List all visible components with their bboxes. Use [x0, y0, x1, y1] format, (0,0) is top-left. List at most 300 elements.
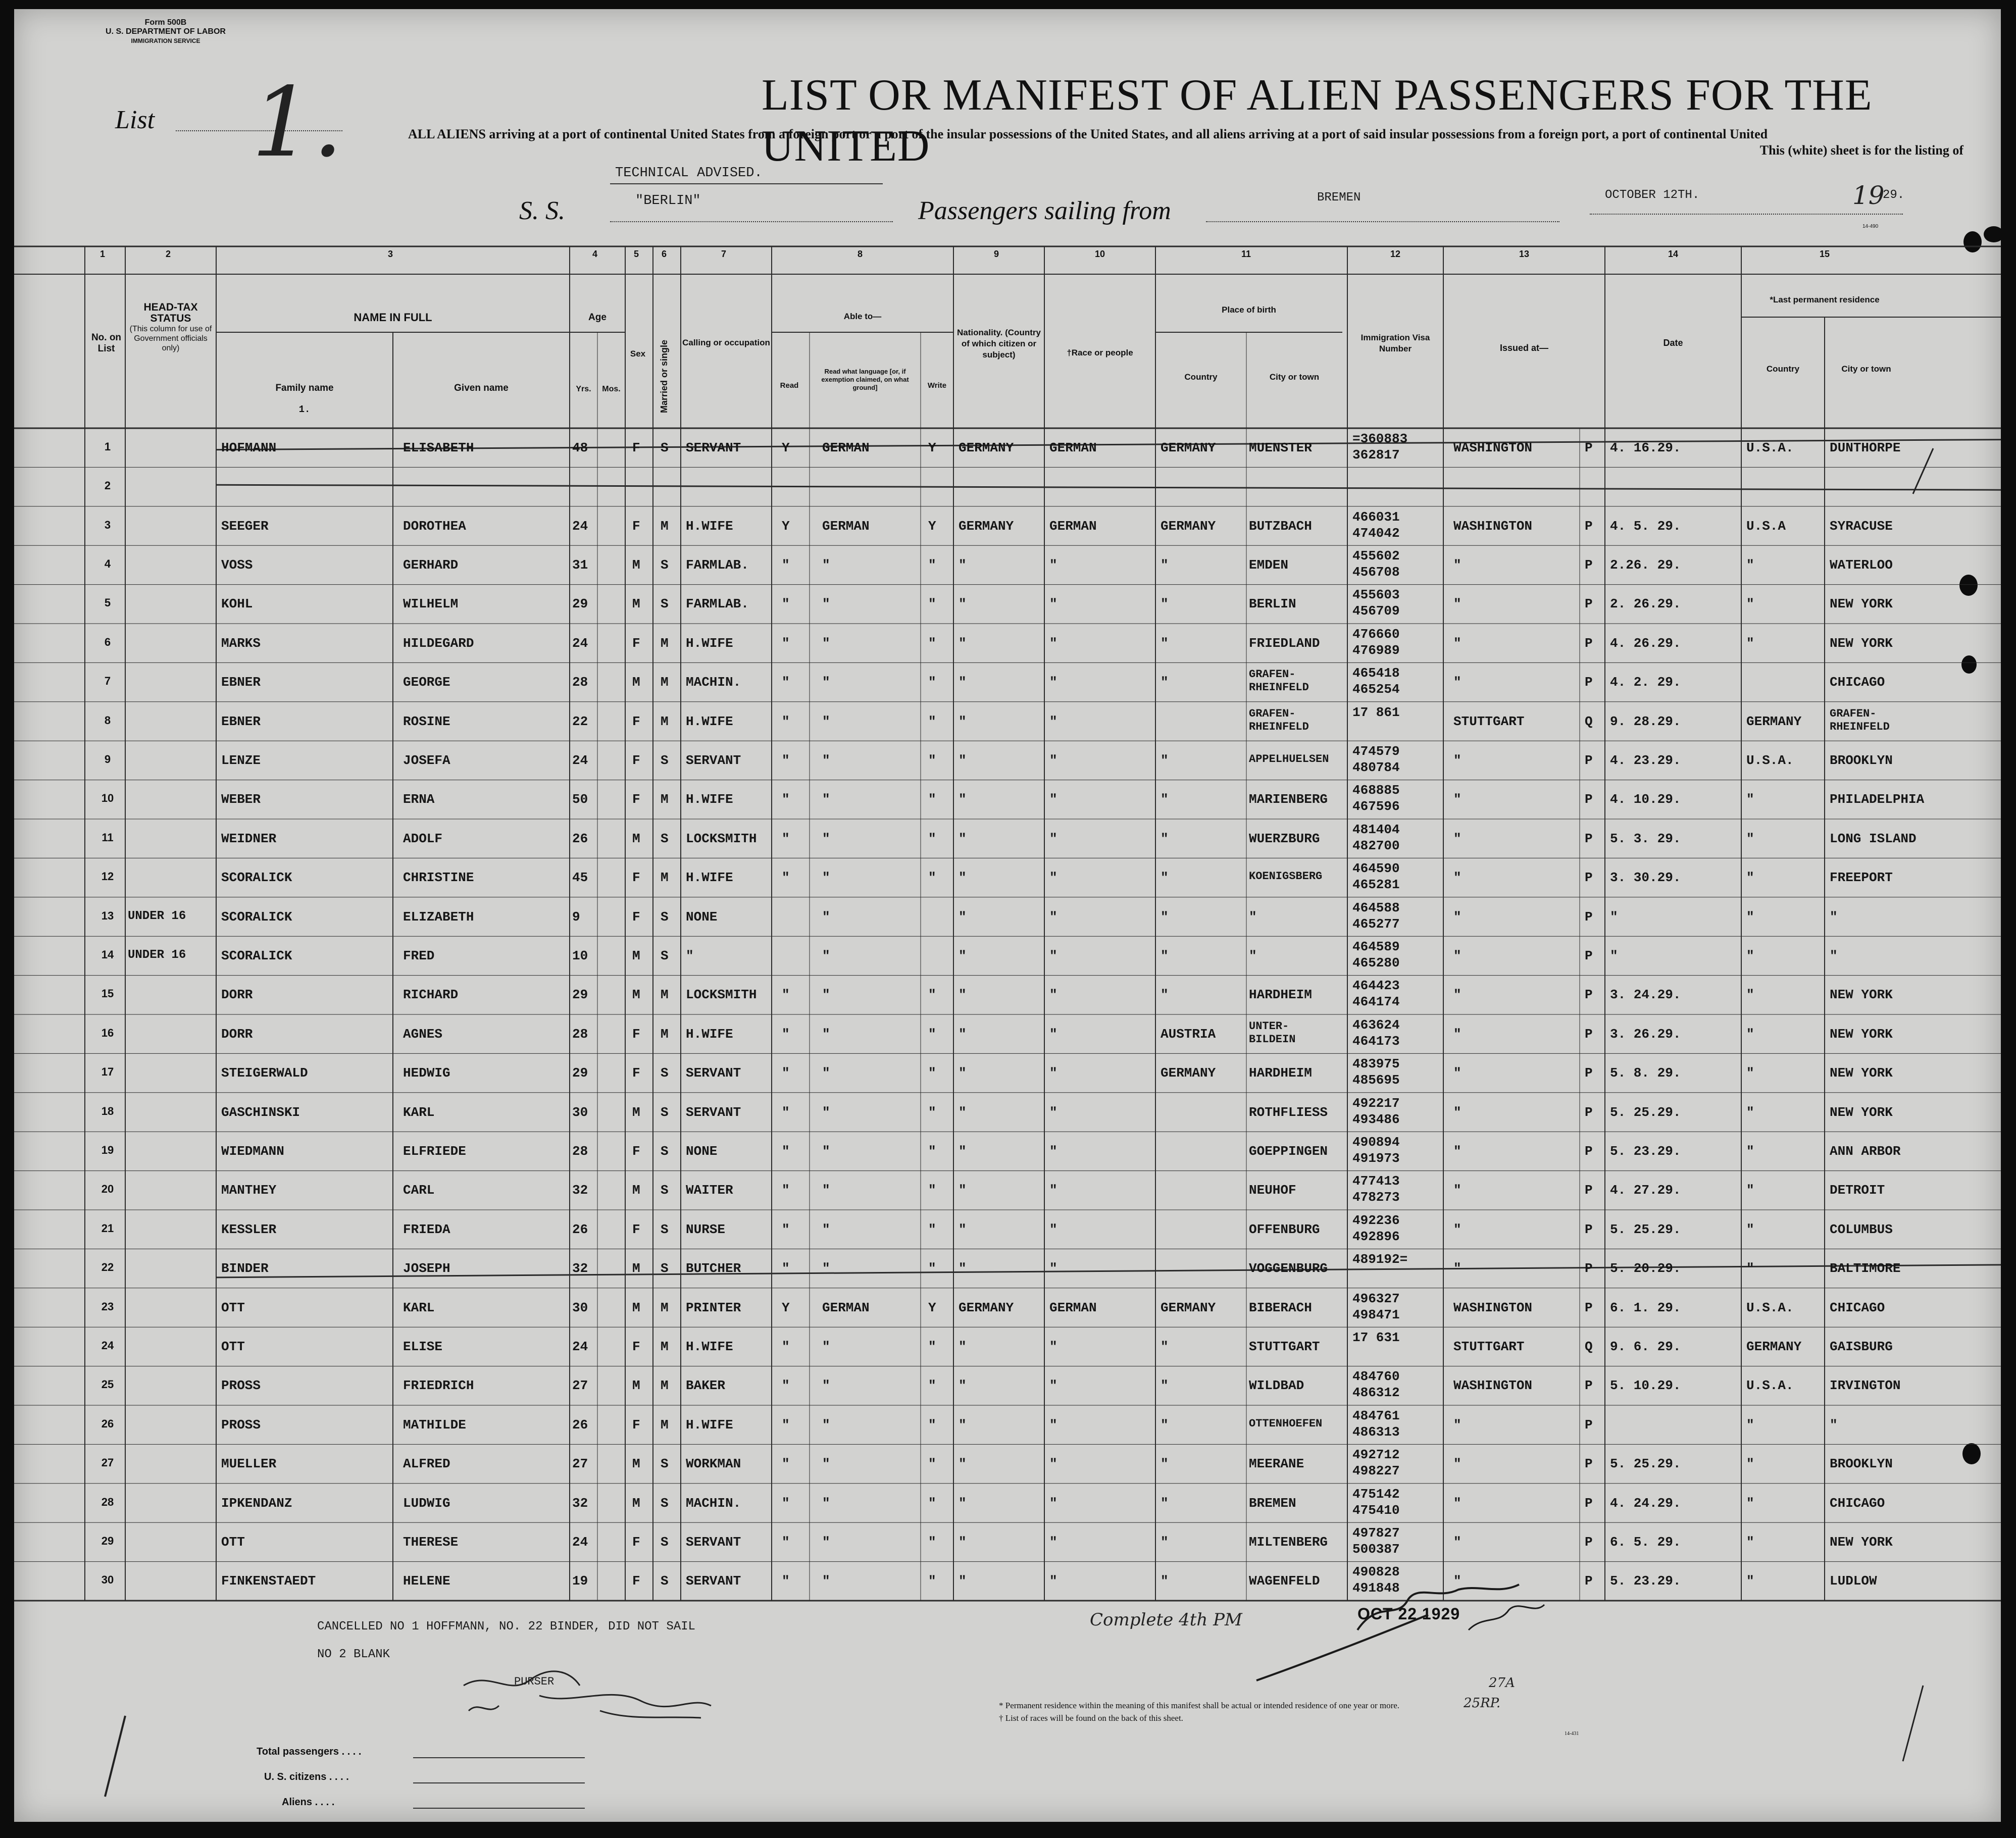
cell-family: MANTHEY	[221, 1183, 277, 1198]
cell-no: 19	[101, 1143, 114, 1156]
cell-no: 22	[101, 1261, 114, 1274]
margin-note-25rp: 25RP.	[1464, 1696, 1501, 1711]
cell-issued: "	[1453, 675, 1461, 690]
cell-read: "	[782, 1065, 790, 1081]
cell-ms: S	[661, 909, 669, 925]
cell-visa2: 362817	[1352, 447, 1400, 463]
cell-lang: "	[822, 1183, 830, 1198]
cell-vdate: 4. 5. 29.	[1610, 518, 1681, 534]
cell-visa2: 478273	[1352, 1190, 1400, 1205]
cell-no: 29	[101, 1534, 114, 1547]
column-number: 14	[1668, 249, 1679, 259]
cell-rcountry: "	[1746, 1534, 1754, 1550]
cell-visa1: 475142	[1352, 1486, 1400, 1502]
cell-bcity: UNTER- BILDEIN	[1249, 1019, 1296, 1046]
cell-nat: "	[959, 1417, 967, 1433]
cell-issued: "	[1453, 635, 1461, 651]
cell-family: SCORALICK	[221, 909, 292, 925]
header-birth-country: Country	[1184, 372, 1218, 382]
margin-note-27a: 27A	[1489, 1675, 1515, 1691]
cell-visa1: 496327	[1352, 1291, 1400, 1306]
header-family-name: Family name	[275, 383, 334, 393]
cell-lang: "	[822, 831, 830, 846]
cell-cls: P	[1585, 909, 1593, 925]
cell-age: 45	[572, 870, 588, 886]
footnote-races: † List of races will be found on the back of this sheet.	[999, 1713, 1183, 1723]
cell-occ: BUTCHER	[686, 1261, 741, 1277]
cell-issued: "	[1453, 596, 1461, 612]
cell-ms: S	[661, 1573, 669, 1589]
cell-rcountry: U.S.A.	[1746, 1378, 1794, 1394]
cell-write: "	[928, 752, 936, 768]
cell-visa1: 17 631	[1352, 1330, 1400, 1345]
cell-race: "	[1049, 909, 1057, 925]
form-code: 14-490	[1862, 224, 1879, 229]
cell-bcity: EMDEN	[1249, 557, 1289, 573]
cell-bcity: ROTHFLIESS	[1249, 1104, 1328, 1120]
cell-occ: LOCKSMITH	[686, 987, 757, 1003]
cell-visa1: 477413	[1352, 1173, 1400, 1189]
cell-race: "	[1049, 596, 1057, 612]
cell-occ: H.WIFE	[686, 518, 733, 534]
cell-visa2: 486312	[1352, 1385, 1400, 1401]
cell-rcountry: "	[1746, 1183, 1754, 1198]
cell-given: LUDWIG	[403, 1495, 450, 1511]
cell-lang: "	[822, 635, 830, 651]
cell-read: "	[782, 1339, 790, 1354]
cell-vdate: 9. 28.29.	[1610, 713, 1681, 729]
cell-given: THERESE	[403, 1534, 459, 1550]
cell-issued: WASHINGTON	[1453, 440, 1533, 455]
cell-lang: "	[822, 1495, 830, 1511]
cell-vdate: 3. 24.29.	[1610, 987, 1681, 1003]
sailing-date: OCTOBER 12TH.	[1605, 188, 1700, 202]
cell-no: 28	[101, 1495, 114, 1508]
cell-bcity: MARIENBERG	[1249, 792, 1328, 807]
cell-no: 10	[101, 792, 114, 805]
cell-tax: UNDER 16	[128, 909, 186, 923]
cell-race: "	[1049, 1221, 1057, 1237]
cell-race: "	[1049, 1417, 1057, 1433]
footnote-residence: * Permanent residence within the meaning of this manifest shall be actual or intended residence of one year or more.	[999, 1701, 1400, 1710]
cell-cls: P	[1585, 596, 1593, 612]
cell-family: PROSS	[221, 1378, 261, 1394]
cell-issued: "	[1453, 1026, 1461, 1042]
cell-sex: F	[632, 909, 640, 925]
cell-read: "	[782, 675, 790, 690]
cell-write: "	[928, 1261, 936, 1277]
header-no-on-list: No. on List	[91, 332, 122, 354]
cell-age: 24	[572, 518, 588, 534]
cell-age: 22	[572, 713, 588, 729]
cell-issued: "	[1453, 909, 1461, 925]
cell-rcountry: GERMANY	[1746, 713, 1802, 729]
cell-family: LENZE	[221, 752, 261, 768]
cell-read: "	[782, 792, 790, 807]
cell-bcountry: "	[1161, 987, 1169, 1003]
cell-no: 2	[104, 479, 111, 492]
cell-lang: "	[822, 987, 830, 1003]
cell-visa1: 464590	[1352, 861, 1400, 877]
cell-occ: MACHIN.	[686, 675, 741, 690]
cell-vdate: 2. 26.29.	[1610, 596, 1681, 612]
cell-visa2: 500387	[1352, 1541, 1400, 1557]
cell-ms: S	[661, 1456, 669, 1472]
cell-sex: F	[632, 635, 640, 651]
cell-nat: "	[959, 1495, 967, 1511]
cell-visa2: 491973	[1352, 1150, 1400, 1166]
cell-nat: GERMANY	[959, 440, 1014, 455]
cell-rcity: NEW YORK	[1830, 1026, 1893, 1042]
cell-given: ELISABETH	[403, 440, 474, 455]
cell-race: "	[1049, 752, 1057, 768]
cell-vdate: 4. 10.29.	[1610, 792, 1681, 807]
cell-ms: M	[661, 792, 669, 807]
cell-race: "	[1049, 870, 1057, 886]
purser-label: PURSER	[514, 1675, 555, 1688]
cell-no: 27	[101, 1456, 114, 1469]
header-calling: Calling or occupation	[682, 338, 770, 347]
cell-nat: "	[959, 557, 967, 573]
cell-rcity: WATERLOO	[1830, 557, 1893, 573]
cell-sex: M	[632, 1378, 640, 1394]
cell-given: FRIEDA	[403, 1221, 450, 1237]
cell-lang: GERMAN	[822, 1300, 870, 1315]
column-number: 12	[1390, 249, 1401, 259]
cell-lang: "	[822, 870, 830, 886]
cell-read: "	[782, 1417, 790, 1433]
cell-race: "	[1049, 1065, 1057, 1081]
cell-write: "	[928, 1104, 936, 1120]
cell-bcity: HARDHEIM	[1249, 987, 1312, 1003]
cell-bcity: STUTTGART	[1249, 1339, 1320, 1354]
cell-bcountry: "	[1161, 557, 1169, 573]
cell-given: ADOLF	[403, 831, 443, 846]
cell-sex: M	[632, 1104, 640, 1120]
cell-given: JOSEFA	[403, 752, 450, 768]
cell-vdate: 9. 6. 29.	[1610, 1339, 1681, 1354]
cell-ms: M	[661, 870, 669, 886]
cell-rcountry: "	[1746, 987, 1754, 1003]
column-number: 5	[634, 249, 639, 259]
cell-occ: H.WIFE	[686, 1417, 733, 1433]
page-title: LIST OR MANIFEST OF ALIEN PASSENGERS FOR THE UNITED	[762, 71, 1873, 171]
cell-rcity: GRAFEN- RHEINFELD	[1830, 707, 1890, 733]
cell-race: "	[1049, 948, 1057, 963]
cell-rcountry: "	[1746, 1221, 1754, 1237]
cell-read: Y	[782, 518, 790, 534]
cell-family: VOSS	[221, 557, 253, 573]
cell-occ: H.WIFE	[686, 870, 733, 886]
header-read-language: Read what language [or, if exemption claimed, on what ground]	[821, 368, 909, 391]
cell-visa1: 464423	[1352, 978, 1400, 994]
cell-race: "	[1049, 987, 1057, 1003]
cell-write: "	[928, 635, 936, 651]
subtitle-line1: ALL ALIENS arriving at a port of continental United States from a foreign port or a port of the insular possessions of the United States, and all aliens arriving at a port of said insular possessions from a foreign port, a port of continental United	[408, 127, 1768, 141]
cell-rcity: BROOKLYN	[1830, 752, 1893, 768]
column-number: 13	[1519, 249, 1530, 259]
cell-sex: F	[632, 1339, 640, 1354]
cell-bcity: OTTENHOEFEN	[1249, 1417, 1323, 1430]
cell-nat: "	[959, 1221, 967, 1237]
cell-rcity: DUNTHORPE	[1830, 440, 1901, 455]
cell-sex: F	[632, 1026, 640, 1042]
cell-lang: "	[822, 1339, 830, 1354]
cell-cls: P	[1585, 1573, 1593, 1589]
cell-sex: M	[632, 987, 640, 1003]
cell-write: "	[928, 1065, 936, 1081]
cell-visa1: 481404	[1352, 822, 1400, 837]
cell-read: "	[782, 831, 790, 846]
header-nationality: Nationality. (Country of which citizen or subject)	[957, 328, 1041, 360]
cell-visa1: 483975	[1352, 1056, 1400, 1072]
form-code-bottom: 14-431	[1565, 1731, 1579, 1737]
cell-visa1: 492712	[1352, 1447, 1400, 1463]
cell-no: 3	[104, 518, 111, 531]
cell-sex: M	[632, 948, 640, 963]
cell-occ: PRINTER	[686, 1300, 741, 1315]
cell-bcity: BIBERACH	[1249, 1300, 1312, 1315]
cell-nat: "	[959, 675, 967, 690]
cell-write: "	[928, 596, 936, 612]
column-number: 2	[166, 249, 171, 259]
cell-cls: P	[1585, 1534, 1593, 1550]
cell-issued: "	[1453, 1065, 1461, 1081]
cell-visa2: 456709	[1352, 603, 1400, 619]
cell-cls: P	[1585, 1104, 1593, 1120]
header-family-sub: 1.	[298, 404, 311, 415]
cell-write: "	[928, 1417, 936, 1433]
cell-sex: M	[632, 557, 640, 573]
cell-bcountry: "	[1161, 1534, 1169, 1550]
cell-age: 32	[572, 1261, 588, 1277]
cell-occ: SERVANT	[686, 1534, 741, 1550]
header-write: Write	[927, 381, 947, 390]
cell-age: 9	[572, 909, 580, 925]
cell-age: 26	[572, 831, 588, 846]
cell-rcity: ANN ARBOR	[1830, 1143, 1901, 1159]
cell-no: 5	[104, 596, 111, 609]
cell-bcountry: "	[1161, 1378, 1169, 1394]
cell-rcountry: "	[1746, 557, 1754, 573]
cell-ms: S	[661, 1065, 669, 1081]
cell-lang: "	[822, 1573, 830, 1589]
cell-race: "	[1049, 1026, 1057, 1042]
cell-rcountry: U.S.A.	[1746, 752, 1794, 768]
cell-lang: "	[822, 713, 830, 729]
cell-bcity: NEUHOF	[1249, 1183, 1296, 1198]
cell-age: 27	[572, 1456, 588, 1472]
cell-issued: "	[1453, 752, 1461, 768]
cell-lang: "	[822, 792, 830, 807]
cell-nat: "	[959, 870, 967, 886]
cell-visa2: 482700	[1352, 838, 1400, 853]
cell-nat: "	[959, 1104, 967, 1120]
cell-visa2: 480784	[1352, 759, 1400, 775]
cell-bcity: MUENSTER	[1249, 440, 1312, 455]
cell-cls: Q	[1585, 713, 1593, 729]
cell-vdate: 5. 25.29.	[1610, 1104, 1681, 1120]
cell-vdate: 4. 2. 29.	[1610, 675, 1681, 690]
cell-rcity: NEW YORK	[1830, 635, 1893, 651]
cell-family: WIEDMANN	[221, 1143, 284, 1159]
cell-given: CHRISTINE	[403, 870, 474, 886]
cell-nat: "	[959, 831, 967, 846]
header-given-name: Given name	[454, 383, 509, 393]
cell-rcountry: "	[1746, 1573, 1754, 1589]
cell-sex: M	[632, 1456, 640, 1472]
cell-occ: NONE	[686, 1143, 718, 1159]
cell-cls: P	[1585, 1378, 1593, 1394]
cell-sex: F	[632, 1573, 640, 1589]
cell-read: "	[782, 557, 790, 573]
cell-vdate: 5. 20.29.	[1610, 1261, 1681, 1277]
cell-vdate: 6. 5. 29.	[1610, 1534, 1681, 1550]
cell-sex: M	[632, 1261, 640, 1277]
cell-bcity: BREMEN	[1249, 1495, 1296, 1511]
cell-nat: GERMANY	[959, 518, 1014, 534]
column-number: 7	[721, 249, 727, 259]
column-number: 4	[592, 249, 598, 259]
cell-bcountry: "	[1161, 675, 1169, 690]
cell-nat: "	[959, 1183, 967, 1198]
cell-race: "	[1049, 1456, 1057, 1472]
header-issued-at: Issued at—	[1499, 343, 1549, 353]
cell-bcountry: "	[1161, 635, 1169, 651]
cell-cls: P	[1585, 1417, 1593, 1433]
cell-visa1: 17 861	[1352, 704, 1400, 720]
cell-bcity: HARDHEIM	[1249, 1065, 1312, 1081]
header-age: Age	[588, 312, 607, 323]
cell-bcountry: "	[1161, 948, 1169, 963]
cell-bcountry: "	[1161, 1339, 1169, 1354]
cell-bcountry: "	[1161, 1495, 1169, 1511]
cell-nat: "	[959, 1534, 967, 1550]
cell-family: EBNER	[221, 713, 261, 729]
cell-bcity: WUERZBURG	[1249, 831, 1320, 846]
cell-sex: M	[632, 675, 640, 690]
cell-lang: GERMAN	[822, 440, 870, 455]
cell-vdate: 6. 1. 29.	[1610, 1300, 1681, 1315]
cell-visa2: 456708	[1352, 564, 1400, 580]
cell-visa1: 476660	[1352, 626, 1400, 642]
cell-family: IPKENDANZ	[221, 1495, 292, 1511]
cell-age: 48	[572, 440, 588, 455]
cell-given: ELIZABETH	[403, 909, 474, 925]
cell-family: MARKS	[221, 635, 261, 651]
cell-sex: F	[632, 1065, 640, 1081]
cell-cls: P	[1585, 792, 1593, 807]
cell-no: 6	[104, 635, 111, 648]
us-citizens-label: U. S. citizens . . . .	[264, 1771, 349, 1782]
cell-rcity: BROOKLYN	[1830, 1456, 1893, 1472]
cell-age: 29	[572, 596, 588, 612]
cell-family: SCORALICK	[221, 948, 292, 963]
cell-cls: P	[1585, 1495, 1593, 1511]
cell-given: ELFRIEDE	[403, 1143, 466, 1159]
cell-bcountry: "	[1161, 792, 1169, 807]
cell-sex: F	[632, 713, 640, 729]
cell-no: 18	[101, 1104, 114, 1117]
cell-family: KESSLER	[221, 1221, 277, 1237]
cell-sex: M	[632, 596, 640, 612]
cell-lang: "	[822, 1065, 830, 1081]
cell-visa1: =360883	[1352, 431, 1408, 446]
cell-bcountry: AUSTRIA	[1161, 1026, 1216, 1042]
cell-occ: BAKER	[686, 1378, 726, 1394]
cell-sex: F	[632, 1534, 640, 1550]
cell-ms: M	[661, 1026, 669, 1042]
cell-occ: NURSE	[686, 1221, 726, 1237]
cell-family: HOFMANN	[221, 440, 277, 455]
cell-race: "	[1049, 713, 1057, 729]
cell-age: 26	[572, 1417, 588, 1433]
cell-rcity: "	[1830, 948, 1838, 963]
cell-rcountry: "	[1746, 1495, 1754, 1511]
cell-visa2: 498471	[1352, 1307, 1400, 1322]
cell-given: HELENE	[403, 1573, 450, 1589]
cell-occ: FARMLAB.	[686, 557, 749, 573]
cell-nat: "	[959, 1456, 967, 1472]
cell-sex: F	[632, 1417, 640, 1433]
cell-write: "	[928, 1026, 936, 1042]
cell-rcity: GAISBURG	[1830, 1339, 1893, 1354]
cell-lang: GERMAN	[822, 518, 870, 534]
year: 29.	[1883, 188, 1905, 202]
cell-nat: "	[959, 1026, 967, 1042]
cell-ms: S	[661, 440, 669, 455]
header-res-city: City or town	[1841, 364, 1891, 374]
cell-vdate: 5. 3. 29.	[1610, 831, 1681, 846]
cell-age: 28	[572, 1026, 588, 1042]
cell-bcountry: "	[1161, 909, 1169, 925]
cell-race: "	[1049, 1183, 1057, 1198]
cell-cls: P	[1585, 870, 1593, 886]
cell-ms: S	[661, 948, 669, 963]
form-number: Form 500B	[144, 18, 187, 27]
cell-lang: "	[822, 1534, 830, 1550]
cell-visa2: 498227	[1352, 1463, 1400, 1479]
cell-visa1: 492236	[1352, 1212, 1400, 1228]
cell-read: "	[782, 596, 790, 612]
cell-no: 24	[101, 1339, 114, 1352]
cell-family: SCORALICK	[221, 870, 292, 886]
cell-lang: "	[822, 1221, 830, 1237]
cell-given: CARL	[403, 1183, 435, 1198]
cell-vdate: "	[1610, 948, 1618, 963]
cell-no: 16	[101, 1026, 114, 1039]
cell-sex: F	[632, 440, 640, 455]
cell-nat: "	[959, 596, 967, 612]
cell-issued: "	[1453, 792, 1461, 807]
cell-rcity: SYRACUSE	[1830, 518, 1893, 534]
cell-rcountry: GERMANY	[1746, 1339, 1802, 1354]
cell-no: 8	[104, 713, 111, 727]
cell-write: Y	[928, 518, 936, 534]
cell-visa2: 467596	[1352, 799, 1400, 814]
cell-rcity: LONG ISLAND	[1830, 831, 1917, 846]
cell-issued: WASHINGTON	[1453, 518, 1533, 534]
cell-bcity: APPELHUELSEN	[1249, 752, 1329, 765]
cell-lang: "	[822, 1261, 830, 1277]
cell-issued: "	[1453, 1261, 1461, 1277]
cell-vdate: 5. 8. 29.	[1610, 1065, 1681, 1081]
cell-rcity: CHICAGO	[1830, 675, 1885, 690]
subtitle-line2: This (white) sheet is for the listing of	[1759, 143, 1963, 158]
cell-ms: S	[661, 596, 669, 612]
cell-given: FRIEDRICH	[403, 1378, 474, 1394]
cell-vdate: "	[1610, 909, 1618, 925]
